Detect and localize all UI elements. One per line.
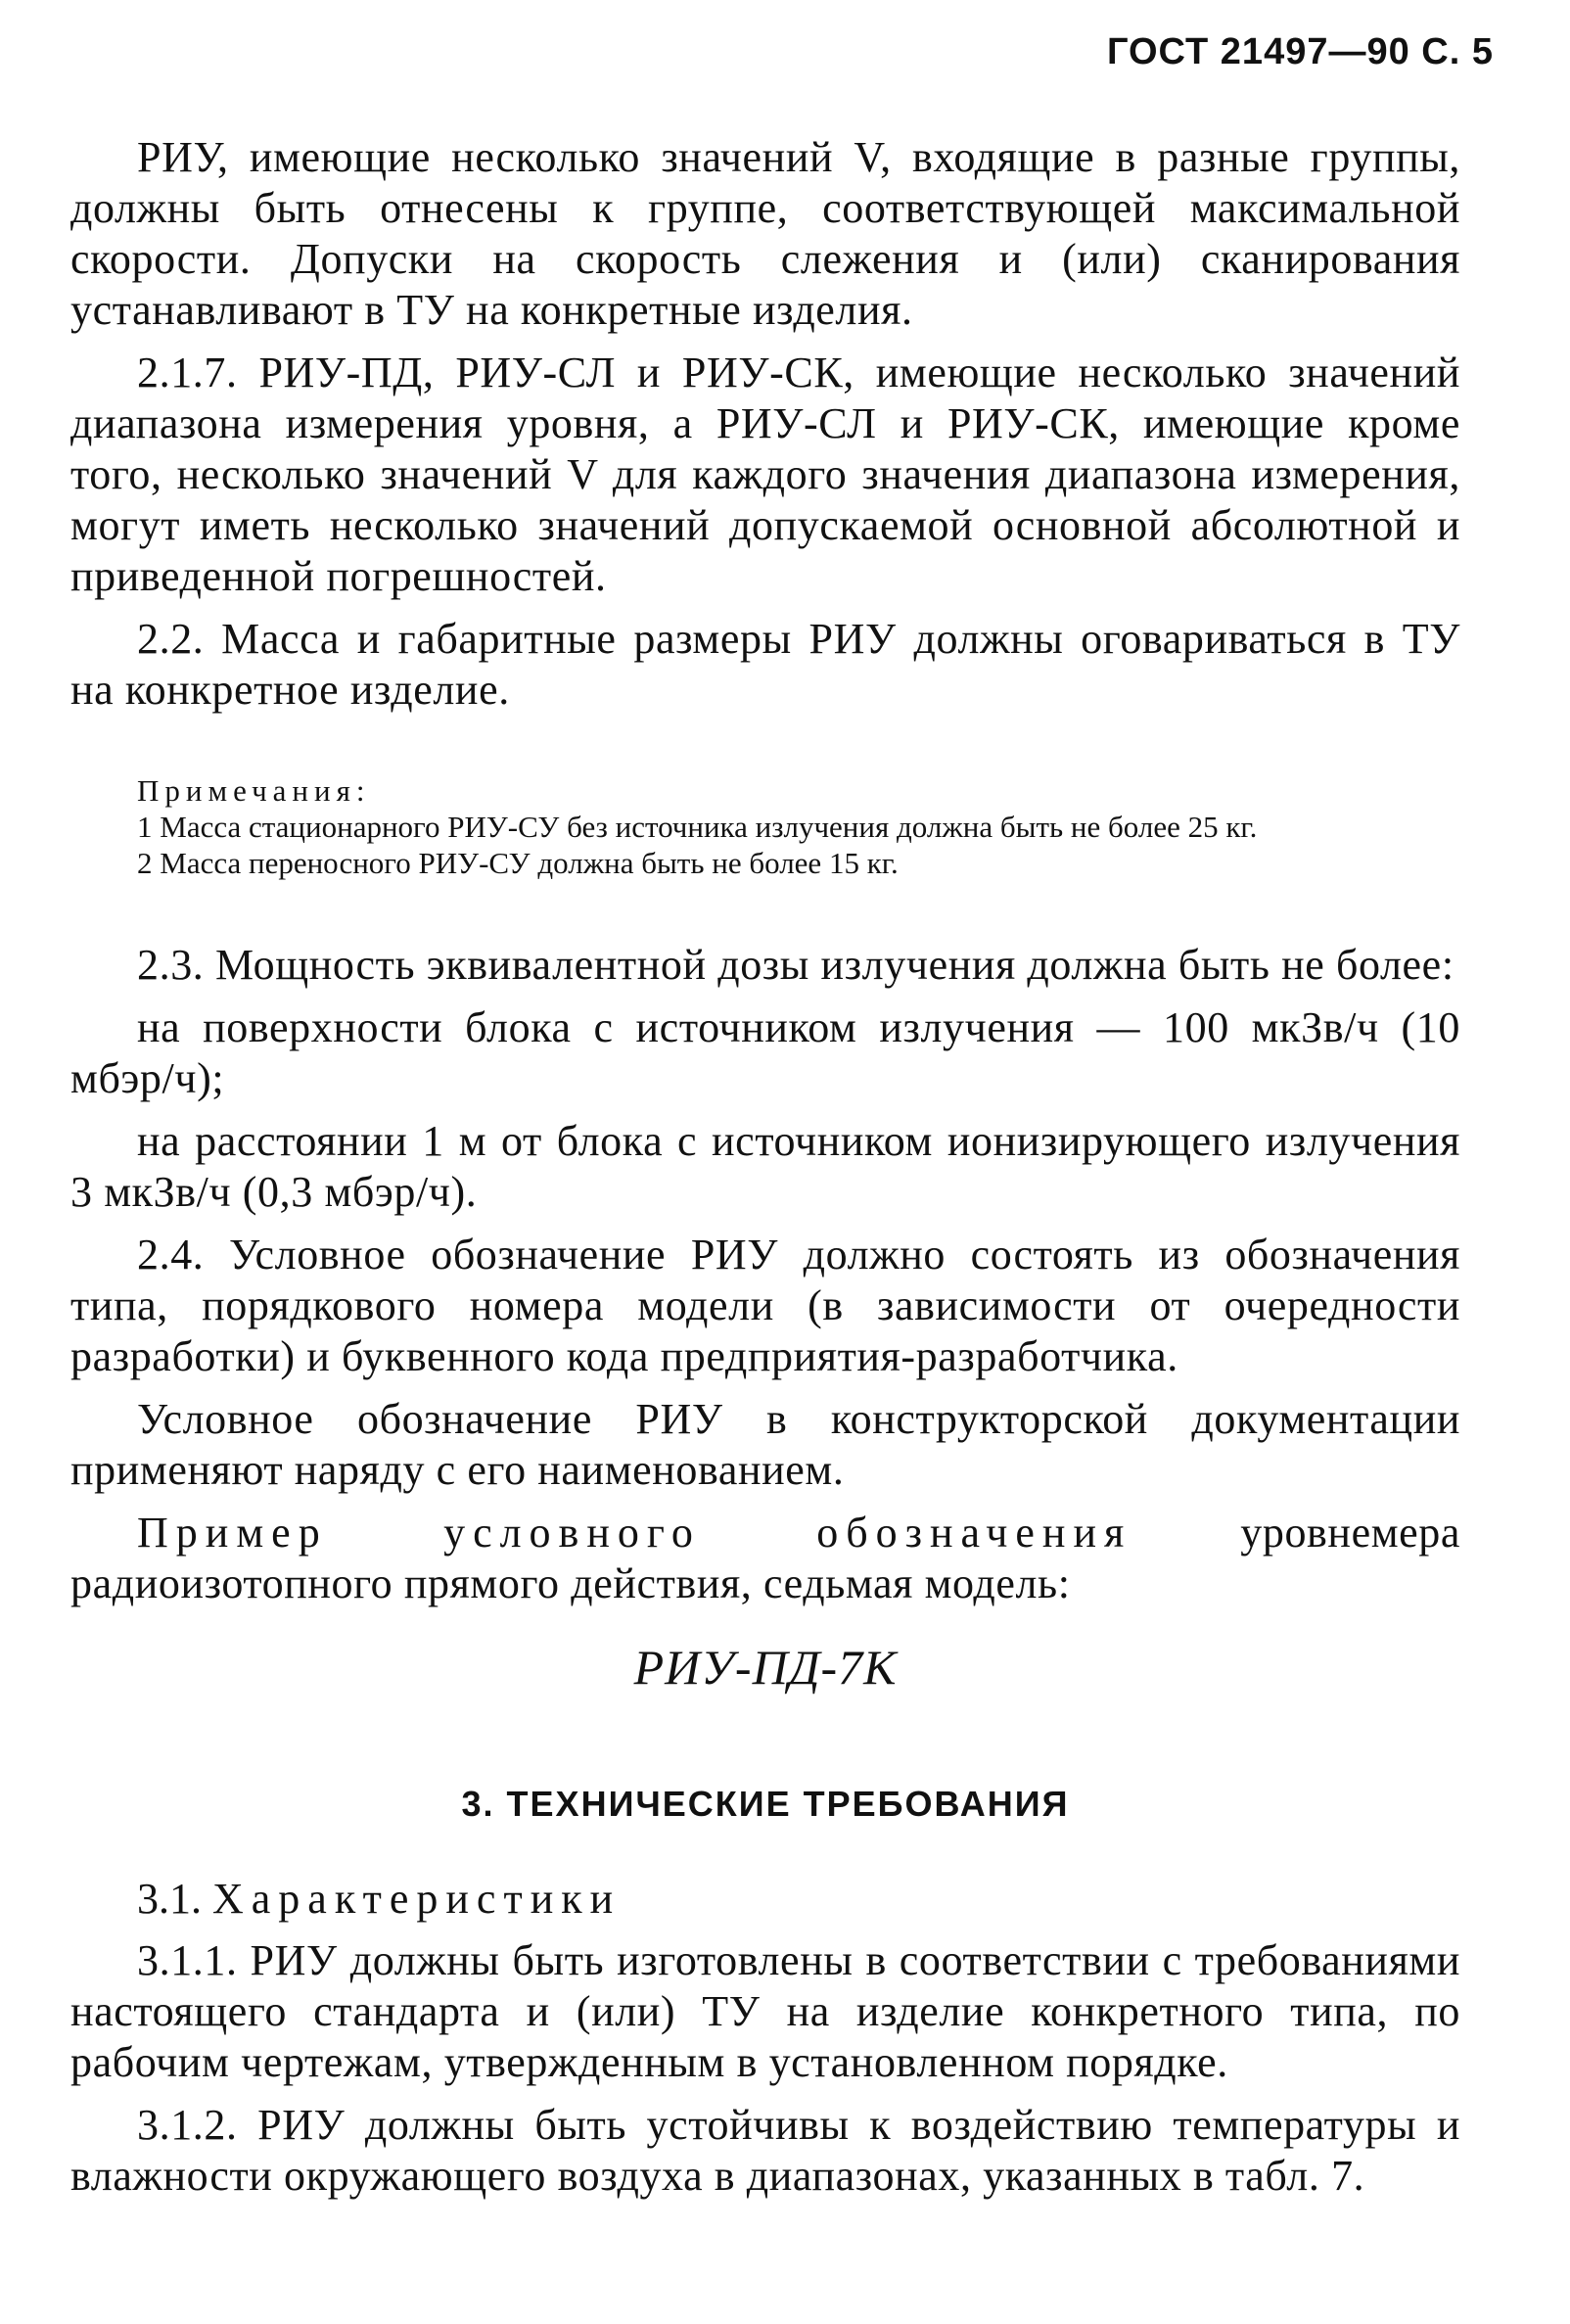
- note-2: 2 Масса переносного РИУ-СУ должна быть не более 15 кг.: [137, 846, 899, 880]
- paragraph-2-1-7: 2.1.7. РИУ-ПД, РИУ-СЛ и РИУ-СК, имеющие несколько значений диапазона измерения уровня, а РИУ-СЛ и РИУ-СК, имеющие кроме того, несколько значений V для каждого значения диапазона измерения, могут иметь несколько значений допускаемой основной абсолютной и приведенной погрешностей.: [70, 349, 1460, 600]
- paragraph-dose-surface: на поверхности блока с источником излучения — 100 мкЗв/ч (10 мбэр/ч);: [70, 1003, 1460, 1102]
- notes-title: Примечания:: [137, 773, 371, 808]
- example-label: Пример условного обозначения: [137, 1509, 1132, 1557]
- section-title-3: 3. ТЕХНИЧЕСКИЕ ТРЕБОВАНИЯ: [461, 1784, 1070, 1824]
- page-header: ГОСТ 21497—90 С. 5: [1106, 31, 1494, 72]
- paragraph-2-4: 2.4. Условное обозначение РИУ должно состоять из обозначения типа, порядкового номера модели (в зависимости от очередности разработки) и буквенного кода предприятия-разработчика.: [70, 1231, 1460, 1380]
- paragraph-3-1-1: 3.1.1. РИУ должны быть изготовлены в соответствии с требованиями настоящего стандарта и (или) ТУ на изделие конкретного типа, по рабочим чертежам, утвержденным в установленном порядке.: [70, 1936, 1460, 2086]
- paragraph-3-1-2: 3.1.2. РИУ должны быть устойчивы к воздействию температуры и влажности окружающего воздуха в диапазонах, указанных в табл. 7.: [70, 2101, 1460, 2200]
- subsection-title-3-1: [70, 1874, 1460, 1924]
- note-1: 1 Масса стационарного РИУ-СУ без источника излучения должна быть не более 25 кг.: [137, 810, 1258, 844]
- example-code: РИУ-ПД-7К: [633, 1640, 898, 1695]
- paragraph-2-2: 2.2. Масса и габаритные размеры РИУ должны оговариваться в ТУ на конкретное изделие.: [70, 615, 1460, 714]
- paragraph-dose-distance: на расстоянии 1 м от блока с источником ионизирующего излучения 3 мкЗв/ч (0,3 мбэр/ч).: [70, 1117, 1460, 1216]
- notes-block: [70, 772, 1460, 881]
- paragraph-speed-groups: РИУ, имеющие несколько значений V, входящие в разные группы, должны быть отнесены к группе, соответствующей максимальной скорости. Допуски на скорость слежения и (или) сканирования устанавливают в ТУ на конкретные изделия.: [70, 133, 1460, 334]
- subsection-number: 3.1.: [137, 1875, 212, 1923]
- paragraph-designation-docs: Условное обозначение РИУ в конструкторской документации применяют наряду с его наименованием.: [70, 1395, 1460, 1494]
- paragraph-example: [70, 1508, 1460, 1609]
- example-description: уровнемера радиоизотопного прямого действия, седьмая модель:: [70, 1509, 1461, 1607]
- paragraph-2-3: 2.3. Мощность эквивалентной дозы излучения должна быть не более:: [137, 941, 1455, 989]
- subsection-name: Характеристики: [212, 1875, 622, 1923]
- document-body: [70, 132, 1460, 2213]
